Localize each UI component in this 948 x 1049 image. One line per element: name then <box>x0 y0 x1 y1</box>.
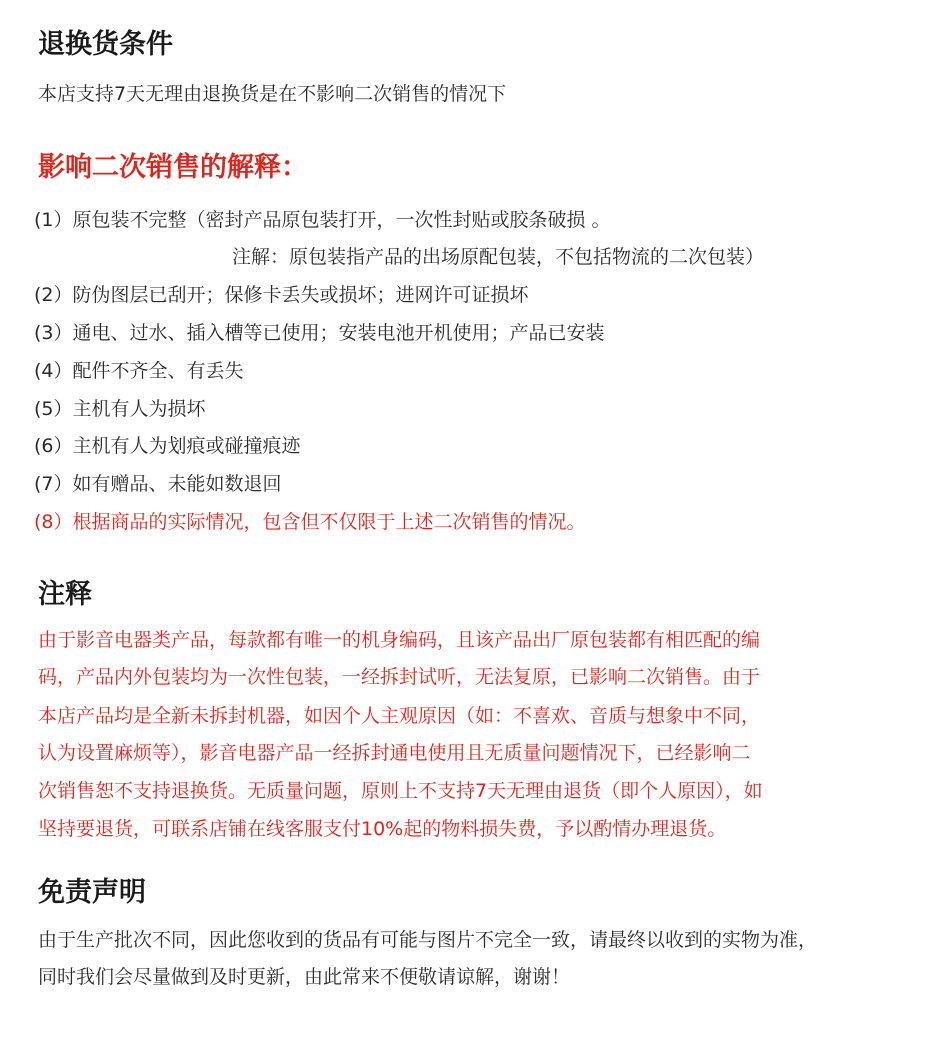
condition-item-8: (8）根据商品的实际情况，包含但不仅限于上述二次销售的情况。 <box>34 511 586 533</box>
return-conditions-text: 本店支持7天无理由退换货是在不影响二次销售的情况下 <box>38 83 507 105</box>
return-conditions-title: 退换货条件 <box>38 29 173 60</box>
condition-item-4: (4）配件不齐全、有丢失 <box>34 360 244 382</box>
notes-line-3: 本店产品均是全新未拆封机器，如因个人主观原因（如：不喜欢、音质与想象中不同， <box>38 705 761 727</box>
secondary-sale-title: 影响二次销售的解释： <box>38 152 308 183</box>
condition-item-1: (1）原包装不完整（密封产品原包装打开，一次性封贴或胶条破损 。 <box>34 209 611 231</box>
notes-line-1: 由于影音电器类产品，每款都有唯一的机身编码，且该产品出厂原包装都有相匹配的编 <box>38 629 761 651</box>
condition-item-3: (3）通电、过水、插入槽等已使用；安装电池开机使用；产品已安装 <box>34 322 605 344</box>
notes-line-6: 坚持要退货，可联系店铺在线客服支付10%起的物料损失费，予以酌情办理退货。 <box>38 818 727 840</box>
notes-title: 注释 <box>38 579 92 610</box>
disclaimer-line-2: 同时我们会尽量做到及时更新，由此常来不便敬请谅解，谢谢！ <box>38 966 571 988</box>
condition-item-2: (2）防伪图层已刮开；保修卡丢失或损坏；进网许可证损坏 <box>34 284 529 306</box>
disclaimer-title: 免责声明 <box>38 877 146 908</box>
notes-line-4: 认为设置麻烦等），影音电器产品一经拆封通电使用且无质量问题情况下，已经影响二 <box>38 742 751 764</box>
condition-item-1-note: 注解：原包装指产品的出场原配包装，不包括物流的二次包装） <box>232 246 765 268</box>
condition-item-5: (5）主机有人为损坏 <box>34 398 206 420</box>
condition-item-6: (6）主机有人为划痕或碰撞痕迹 <box>34 435 301 457</box>
notes-line-5: 次销售恕不支持退换货。无质量问题，原则上不支持7天无理由退货（即个人原因），如 <box>38 780 763 802</box>
condition-item-7: (7）如有赠品、未能如数退回 <box>34 473 282 495</box>
notes-line-2: 码，产品内外包装均为一次性包装，一经拆封试听，无法复原，已影响二次销售。由于 <box>38 666 761 688</box>
disclaimer-line-1: 由于生产批次不同，因此您收到的货品有可能与图片不完全一致，请最终以收到的实物为准， <box>38 929 818 951</box>
